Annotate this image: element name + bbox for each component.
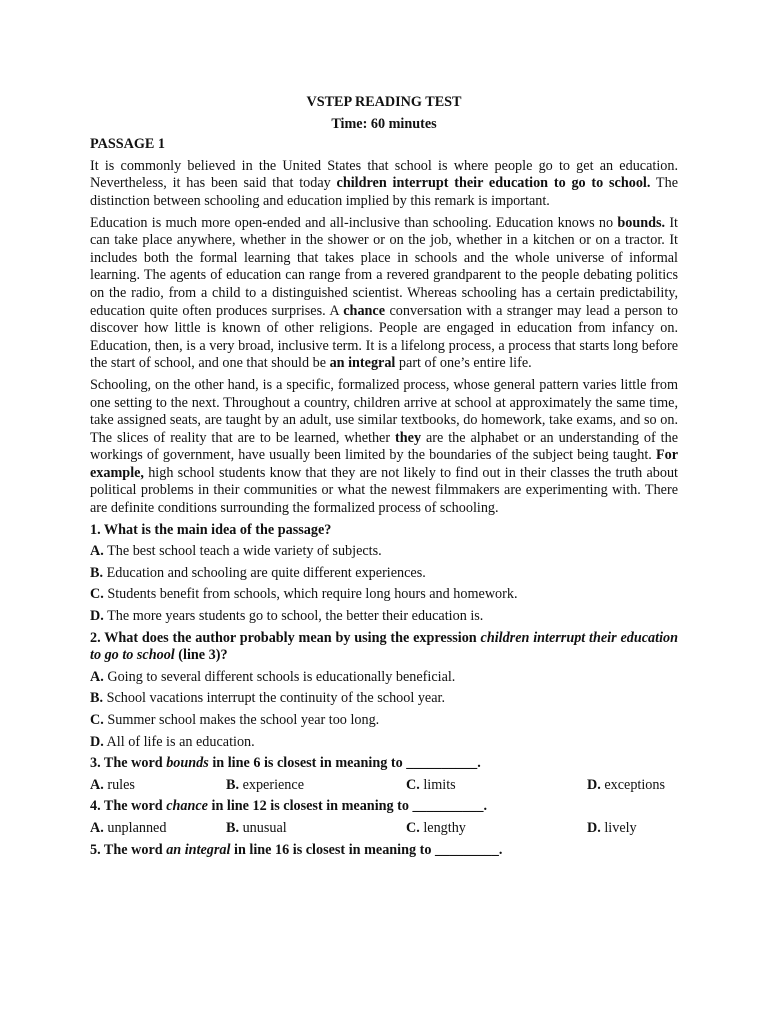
passage-paragraph-3: Schooling, on the other hand, is a specific, formalized process, whose general pattern varies little from one setting to the next. Throughout a country, children arrive at school at approximately the same time, take assigned seats, are taught by an adult, use similar textbooks, do homework, take exams, and so on. The slices of reality that are to be learned, whether they are the alphabet or an understanding of the workings of government, have usually been limited by the boundaries of the subject being taught. For example, high school students know that they are not likely to find out in their classes the truth about political problems in their communities or what the newest filmmakers are experimenting with. There are definite conditions surrounding the formalized process of schooling. bbox=[90, 376, 679, 517]
test-time: Time: 60 minutes bbox=[331, 115, 437, 132]
question-5: 5. The word an integral in line 16 is closest in meaning to _________. bbox=[90, 841, 503, 858]
question-2-option-a: A. Going to several different schools is educationally beneficial. bbox=[90, 668, 456, 685]
passage-paragraph-2: Education is much more open-ended and all-inclusive than schooling. Education knows no bounds. It can take place anywhere, whether in the shower or on the job, whether in a kitchen or on a tractor. It includes both the formal learning that takes place in schools and the whole universe of informal learning. The agents of education can range from a revered grandparent to the people debating politics on the radio, from a child to a distinguished scientist. Whereas schooling has a certain predictability, education quite often produces surprises. A chance conversation with a stranger may lead a person to discover how little is known of other religions. People are engaged in education from infancy on. Education, then, is a very broad, inclusive term. It is a lifelong process, a process that starts long before the start of school, and one that should be an integral part of one’s entire life. bbox=[90, 214, 678, 372]
question-3-options bbox=[90, 777, 678, 795]
question-3-option-c: C. limits bbox=[406, 776, 456, 793]
question-4-option-b: B. unusual bbox=[226, 819, 287, 836]
question-3-option-a: A. rules bbox=[90, 776, 135, 793]
question-1: 1. What is the main idea of the passage? bbox=[90, 521, 332, 538]
question-1-option-c: C. Students benefit from schools, which require long hours and homework. bbox=[90, 586, 518, 603]
question-1-option-b: B. Education and schooling are quite different experiences. bbox=[90, 564, 426, 581]
question-4-option-d: D. lively bbox=[587, 819, 637, 836]
question-4-option-c: C. lengthy bbox=[406, 819, 466, 836]
question-4-option-a: A. unplanned bbox=[90, 819, 167, 836]
test-title: VSTEP READING TEST bbox=[306, 94, 462, 110]
question-3-option-b: B. experience bbox=[226, 776, 304, 793]
question-2-option-b: B. School vacations interrupt the continuity of the school year. bbox=[90, 690, 446, 707]
question-3: 3. The word bounds in line 6 is closest in meaning to __________. bbox=[90, 755, 481, 772]
question-2-option-c: C. Summer school makes the school year too long. bbox=[90, 712, 380, 728]
passage-paragraph-1: It is commonly believed in the United States that school is where people go to get an education. Nevertheless, it has been said that today children interrupt their education to go to school. The distinction between schooling and education implied by this remark is important. bbox=[90, 157, 678, 209]
document-content bbox=[90, 94, 678, 863]
question-1-option-d: D. The more years students go to school, the better their education is. bbox=[90, 608, 484, 625]
question-3-option-d: D. exceptions bbox=[587, 776, 666, 793]
question-2-option-d: D. All of life is an education. bbox=[90, 733, 255, 750]
question-1-option-a: A. The best school teach a wide variety of subjects. bbox=[90, 543, 382, 560]
question-4-options bbox=[90, 820, 678, 838]
passage-heading: PASSAGE 1 bbox=[90, 136, 166, 153]
question-4: 4. The word chance in line 12 is closest in meaning to __________. bbox=[90, 798, 488, 815]
question-2: 2. What does the author probably mean by using the expression children interrupt their education to go to school (line 3)? bbox=[90, 629, 678, 664]
